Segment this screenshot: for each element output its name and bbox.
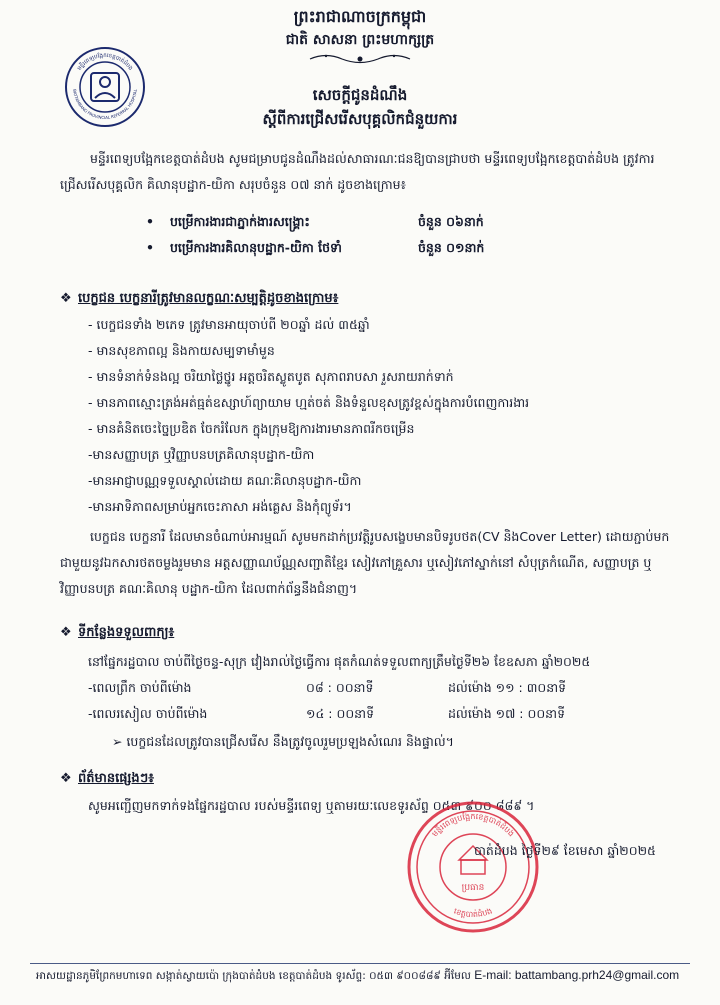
footer-email[interactable]: E-mail: battambang.prh24@gmail.com <box>474 968 680 982</box>
diamond-bullet-icon: ❖ <box>60 291 72 306</box>
position-title: បម្រើការងារជាភ្នាក់ងារសង្គ្រោះ <box>170 214 310 229</box>
logo-name-km: មន្ទីរពេទ្យបង្អែកខេត្តបាត់ដំបង <box>76 52 134 72</box>
notice-title: សេចក្តីជូនដំណឹង <box>312 86 408 104</box>
national-motto: ជាតិ សាសនា ព្រះមហាក្សត្រ <box>285 32 435 48</box>
submission-heading: ❖ ទីកន្លែងទទួលពាក្យ៖ <box>60 625 175 640</box>
official-stamp <box>404 798 542 936</box>
position-item <box>146 236 566 260</box>
contact-info: សូមអញ្ជើញមកទាក់ទងផ្នែករដ្ឋបាល របស់មន្ទីរពេទ្យ ឬតាមរយៈលេខទូរស័ព្ទ ០៥៣ ៩០០ ៨៨៩ ។ <box>88 798 535 813</box>
afternoon-label: -ពេលរសៀល ចាប់ពីម៉ោង <box>88 706 208 721</box>
requirement-item: -មានអាទិភាពសម្រាប់អ្នកចេះភាសា អង់គ្លេស និងកុំព្យូទ័រ។ <box>88 499 352 514</box>
kingdom-title: ព្រះរាជាណាចក្រកម្ពុជា <box>293 7 427 26</box>
ornament-divider <box>306 52 414 66</box>
morning-end-time: ដល់ម៉ោង ១១ : ៣០នាទី <box>448 680 567 695</box>
footer-address: អាសយដ្ឋានភូមិព្រែកមហាទេព សង្កាត់ស្វាយប៉ោ ក្រុងបាត់ដំបង ខេត្តបាត់ដំបង ទូរស័ព្ទ: ០៥៣ ៩០០៨៨៩ អ៊ីមែល E-mail: battambang.prh24@gmail.com <box>36 968 680 982</box>
submission-schedule: នៅផ្នែករដ្ឋបាល ចាប់ពីថ្ងៃចន្ទ-សុក្រ វៀងរាល់ថ្ងៃធ្វើការ ផុតកំណត់ទទួលពាក្យត្រឹមថ្ងៃទី២៦ ខែឧសភា ឆ្នាំ២០២៥ <box>88 654 591 669</box>
position-title: បម្រើការងារគិលានុបដ្ឋាក-យិកា ថែទាំ <box>170 240 342 255</box>
afternoon-start-time: ១៤ : ០០នាទី <box>306 706 375 721</box>
requirement-item: - មានទំនាក់ទំនងល្អ ចរិយាថ្លៃថ្នូរ អត្តចរិតស្លូតបូត សុភាពរាបសា រួសរាយរាក់ទាក់ <box>88 369 454 384</box>
stamp-bottom-text: ខេត្តបាត់ដំបង <box>452 906 494 920</box>
intro-paragraph: មន្ទីរពេទ្យបង្អែកខេត្តបាត់ដំបង សូមជម្រាបជូនដំណឹងដល់សាធារណៈជនឱ្យបានជ្រាបថា មន្ទីរពេទ្យបង្អែកខេត្តបាត់ដំបង ត្រូវការជ្រើសរើសបុគ្គលិក គិលានុបដ្ឋាក-យិកា សរុបចំនួន ០៧ នាក់ ដូចខាងក្រោម៖ <box>60 151 655 192</box>
position-count: ចំនួន ០១នាក់ <box>418 240 485 255</box>
info-heading: ❖ ព័ត៌មានផ្សេងៗ៖ <box>60 771 154 786</box>
requirement-item: - បេក្ខជនទាំង ២ភេទ ត្រូវមានអាយុចាប់ពី ២០ឆ្នាំ ដល់ ៣៥ឆ្នាំ <box>88 317 370 332</box>
morning-label: -ពេលព្រឹក ចាប់ពីម៉ោង <box>88 680 192 695</box>
diamond-bullet-icon: ❖ <box>60 625 72 640</box>
footer-divider <box>30 963 690 964</box>
requirement-item: - មានភាពស្មោះត្រង់អត់ធ្មត់ឧស្សាហ៍ព្យាយាម ហ្មត់ចត់ និងទំនួលខុសត្រូវខ្ពស់ក្នុងការបំពេញការងារ <box>88 395 530 410</box>
requirement-item: - មានសុខភាពល្អ និងកាយសម្បទាមាំមួន <box>88 343 275 358</box>
logo-name-en: BATTAMBANG PROVINCIAL REFERRAL HOSPITAL <box>72 88 138 121</box>
requirement-item: -មានអាជ្ញាបណ្ណទទួលស្គាល់ដោយ គណៈគិលានុបដ្ឋាក-យិកា <box>88 473 362 488</box>
position-item <box>146 210 566 234</box>
position-count: ចំនួន ០៦នាក់ <box>418 214 484 229</box>
svg-text:ខេត្តបាត់ដំបង <box>453 906 494 919</box>
afternoon-end-time: ដល់ម៉ោង ១៧ : ០០នាទី <box>448 706 566 721</box>
application-paragraph: បេក្ខជន បេក្ខនារី ដែលមានចំណាប់អារម្មណ៍ សូមមកដាក់ប្រវត្តិរូបសង្ខេបមានបិទរូបថត(CV និងCover Letter) ដោយភ្ជាប់មកជាមួយនូវឯកសារថតចម្លងរួមមាន អត្តសញ្ញាណប័ណ្ណសញ្ជាតិខ្មែរ សៀវភៅគ្រួសារ ឬសៀវភៅស្នាក់នៅ សំបុត្រកំណើត, សញ្ញាបត្រ ឬវិញ្ញាបនបត្រ គណៈគិលានុ បដ្ឋាក-យិកា ដែលពាក់ព័ន្ធនឹងជំនាញ។ <box>60 529 670 596</box>
requirement-item: - មានគំនិតចេះច្នៃប្រឌិត ចែករំលែក ក្នុងក្រុមឱ្យការងារមានភាពរីកចម្រើន <box>88 421 415 436</box>
selection-note: ➢ បេក្ខជនដែលត្រូវបានជ្រើសរើស នឹងត្រូវចូលរួមប្រឡងសំណេរ និងផ្ទាល់។ <box>112 734 454 749</box>
bullet-icon: • <box>146 214 154 229</box>
stamp-center-text: ប្រធាន <box>461 883 485 893</box>
diamond-bullet-icon: ❖ <box>60 771 72 786</box>
requirement-item: -មានសញ្ញាបត្រ ឬវិញ្ញាបនបត្រគិលានុបដ្ឋាក-យិកា <box>88 447 315 462</box>
arrow-icon: ➢ <box>112 734 123 749</box>
morning-start-time: ០៨ : ០០នាទី <box>306 680 374 695</box>
bullet-icon: • <box>146 240 154 255</box>
issue-date: បាត់ដំបង ថ្ងៃទី២៩ ខែមេសា ឆ្នាំ២០២៥ <box>474 843 656 858</box>
requirements-heading: ❖ បេក្ខជន បេក្ខនារីត្រូវមានលក្ខណៈសម្បត្តិដូចខាងក្រោម៖ <box>60 291 339 306</box>
notice-subtitle: ស្តីពីការជ្រើសរើសបុគ្គលិកជំនួយការ <box>262 110 458 128</box>
stamp-top-text: មន្ទីរពេទ្យបង្អែកខេត្តបាត់ដំបង <box>430 811 516 839</box>
